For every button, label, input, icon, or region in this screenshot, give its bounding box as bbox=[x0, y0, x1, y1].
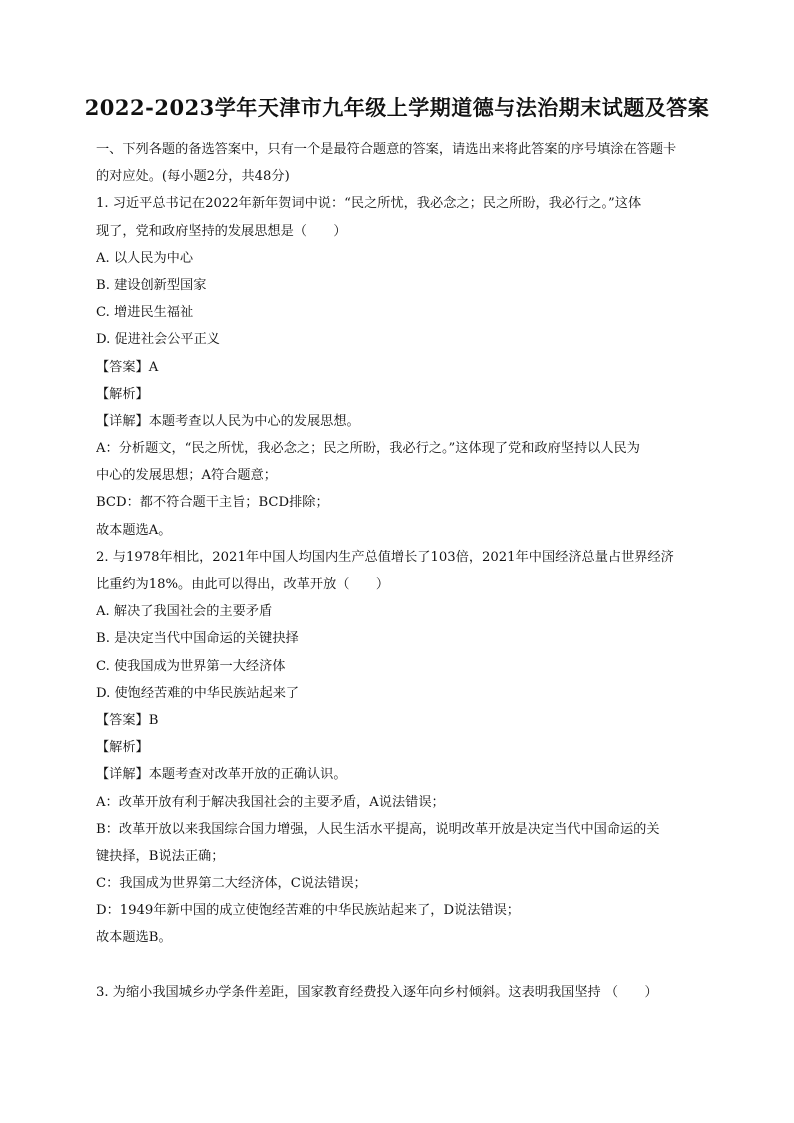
question-2-stem: 比重约为18%。由此可以得出，改革开放（ ） bbox=[96, 577, 390, 592]
question-1-answer: 【答案】A bbox=[96, 359, 159, 375]
question-1-explanation-a: 中心的发展思想；A符合题意； bbox=[96, 468, 277, 484]
question-1-detail: 【详解】本题考查以人民为中心的发展思想。 bbox=[96, 413, 360, 429]
question-1-stem: 1. 习近平总书记在2022年新年贺词中说：“民之所忧，我必念之；民之所盼，我必行之。”这体 bbox=[96, 196, 642, 212]
question-2-option-b: B. 是决定当代中国命运的关键抉择 bbox=[96, 631, 299, 647]
section-intro-line: 的对应处。(每小题2分，共48分) bbox=[96, 169, 290, 185]
question-2-option-d: D. 使饱经苦难的中华民族站起来了 bbox=[96, 685, 300, 701]
question-2-detail: 【详解】本题考查对改革开放的正确认识。 bbox=[96, 767, 347, 783]
question-2-answer: 【答案】B bbox=[96, 712, 159, 728]
question-1-stem: 现了，党和政府坚持的发展思想是（ ） bbox=[96, 223, 347, 239]
question-1-explanation-bcd: BCD：都不符合题干主旨；BCD排除； bbox=[96, 495, 329, 511]
question-1-option-b: B. 建设创新型国家 bbox=[96, 277, 207, 293]
question-1-option-c: C. 增进民生福祉 bbox=[96, 305, 194, 321]
question-2-conclusion: 故本题选B。 bbox=[96, 930, 172, 946]
question-2-explanation-c: C：我国成为世界第二大经济体，C说法错误； bbox=[96, 876, 367, 892]
question-2-explanation-a: A：改革开放有利于解决我国社会的主要矛盾，A说法错误； bbox=[96, 794, 445, 810]
question-2-explanation-d: D：1949年新中国的成立使饱经苦难的中华民族站起来了，D说法错误； bbox=[96, 903, 520, 919]
question-2-option-c: C. 使我国成为世界第一大经济体 bbox=[96, 658, 286, 674]
question-2-stem: 2. 与1978年相比，2021年中国人均国内生产总值增长了103倍，2021年中国经济总量占世界经济 bbox=[96, 549, 674, 565]
blank-spacer bbox=[96, 952, 700, 979]
question-2-explanation-b: B：改革开放以来我国综合国力增强，人民生活水平提高，说明改革开放是决定当代中国命运的关 bbox=[96, 821, 660, 837]
question-1-analysis-header: 【解析】 bbox=[96, 386, 149, 402]
section-intro-line: 一、下列各题的备选答案中，只有一个是最符合题意的答案，请选出来将此答案的序号填涂在答题卡 bbox=[96, 142, 677, 157]
question-2-explanation-b: 键抉择，B说法正确； bbox=[96, 848, 225, 864]
question-2-analysis-header: 【解析】 bbox=[96, 740, 149, 756]
question-1-explanation-a: A：分析题文，“民之所忧，我必念之；民之所盼，我必行之。”这体现了党和政府坚持以人民为 bbox=[96, 441, 640, 457]
question-2-option-a: A. 解决了我国社会的主要矛盾 bbox=[96, 604, 273, 620]
document-title: 2022-2023学年天津市九年级上学期道德与法治期末试题及答案 bbox=[84, 95, 710, 120]
question-3-stem: 3. 为缩小我国城乡办学条件差距，国家教育经费投入逐年向乡村倾斜。这表明我国坚持 （ ） bbox=[96, 984, 658, 1000]
question-1-option-a: A. 以人民为中心 bbox=[96, 250, 194, 266]
document-body bbox=[96, 136, 700, 1006]
question-1-conclusion: 故本题选A。 bbox=[96, 522, 172, 538]
question-1-option-d: D. 促进社会公平正义 bbox=[96, 332, 220, 348]
